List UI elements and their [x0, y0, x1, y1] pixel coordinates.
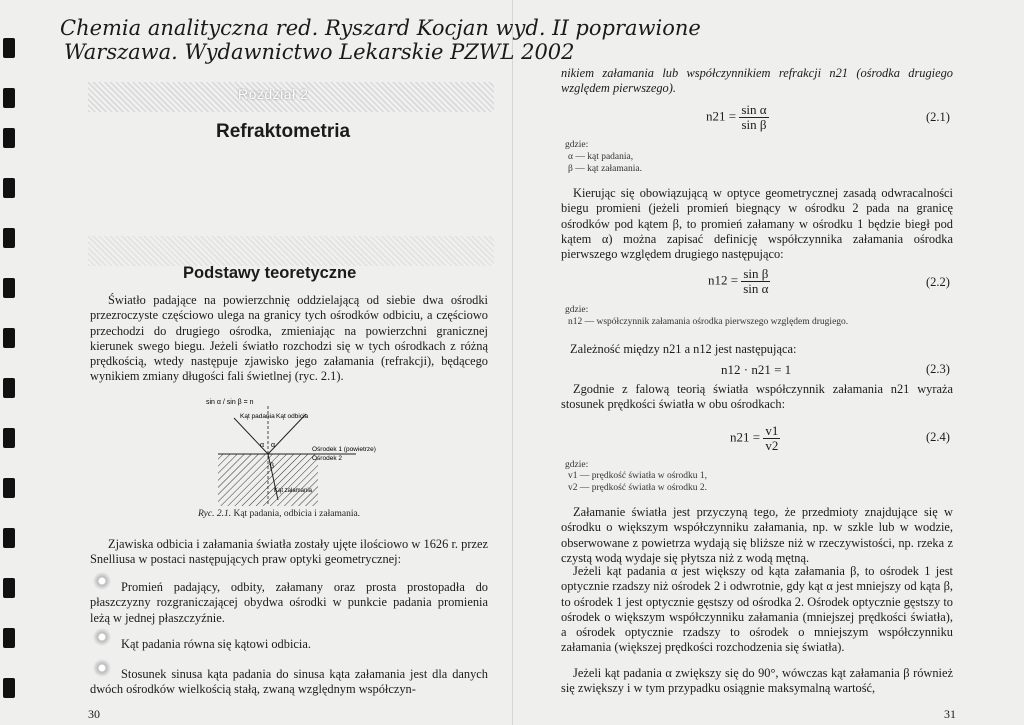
eq4-denominator: v2	[765, 438, 779, 453]
where-3-head: gdzie:	[565, 460, 589, 470]
figure-caption-number: Ryc. 2.1.	[198, 509, 232, 519]
page-fold	[512, 0, 513, 725]
binder-holes	[3, 0, 17, 725]
eq4-number: (2.4)	[926, 430, 950, 444]
reversibility-paragraph: Kierując się obowiązującą w optyce geometrycznej zasadą odwracalności biegu promieni (jeżeli promień biegnący w ośrodku 2 pada na granicę ośrodków pod kątem β, to promień załamany w ośrodku 1 będzie biegł pod kątem α) można zapisać definicję współczynnika załamania ośrodka pierwszego względem drugiego następująco:	[561, 186, 953, 262]
label-incidence: Kąt padania	[240, 413, 275, 420]
refraction-figure	[196, 396, 396, 508]
law-1: Promień padający, odbity, załamany oraz prosta prostopadła do płaszczyzny rozgraniczającej obydwa ośrodki w punkcie padania promienia leżą w jednej płaszczyźnie.	[90, 580, 488, 625]
section-heading: Podstawy teoretyczne	[183, 264, 357, 282]
where-2-head: gdzie:	[565, 305, 589, 315]
critical-angle-paragraph: Jeżeli kąt padania α zwiększy się do 90°, wówczas kąt załamania β również się zwiększy i w tym przypadku osiągnie maksymalną wartość,	[561, 666, 953, 696]
page-number-right: 31	[944, 707, 956, 721]
label-reflection: Kąt odbicia	[276, 413, 309, 420]
label-refraction: Kąt załamania	[274, 488, 313, 494]
eq2-numerator: sin β	[743, 266, 769, 281]
law-3: Stosunek sinusa kąta padania do sinusa kąta załamania jest dla danych dwóch ośrodków wielkością stałą, zwaną względnym współczyn-	[90, 667, 488, 697]
eq2-lhs: n12 =	[708, 272, 739, 288]
equation-2-2	[708, 267, 770, 296]
eq3-text: n12 · n21 = 1	[721, 362, 792, 377]
relation-text: Zależność między n21 a n12 jest następująca:	[570, 342, 797, 356]
equation-2-1	[706, 103, 769, 132]
eq4-numerator: v1	[765, 423, 779, 438]
eq3-number: (2.3)	[926, 362, 950, 376]
figure-caption-text: Kąt padania, odbicia i załamania.	[233, 509, 361, 519]
where-1-beta: β — kąt załamania.	[568, 164, 642, 174]
section-band	[88, 236, 494, 266]
eq1-numerator: sin α	[741, 102, 767, 117]
optical-density-paragraph: Jeżeli kąt padania α jest większy od kąta załamania β, to ośrodek 1 jest optycznie rzadszy niż ośrodek 2 i odwrotnie, gdy kąt α jest mniejszy od kąta β, to ośrodek 1 jest optycznie gęstszy od ośrodka 2. Ośrodek optycznie gęstszy to ośrodek o większym współczynniku załamania (mniejszej prędkości światła), a ośrodek optycznie rzadszy to ośrodek o mniejszym współczynniku załamania (większej prędkości rozchodzenia się światła).	[561, 564, 953, 655]
label-medium2: Ośrodek 2	[312, 455, 342, 462]
page-title: Refraktometria	[216, 121, 351, 142]
handwritten-line-2: Warszawa. Wydawnictwo Lekarskie PZWL 2002	[64, 40, 575, 64]
beta-refraction: β	[270, 463, 275, 470]
alpha-incidence: α	[260, 442, 265, 449]
figure-caption	[198, 508, 360, 520]
eq1-denominator: sin β	[741, 117, 767, 132]
label-medium1: Ośrodek 1 (powietrze)	[312, 446, 376, 453]
where-3-v2: v2 — prędkość światła w ośrodku 2.	[568, 483, 708, 493]
continued-text: nikiem załamania lub współczynnikiem refrakcji n21 (ośrodka drugiego względem pierwszego).	[561, 66, 953, 96]
law-2: Kąt padania równa się kątowi odbicia.	[121, 637, 311, 651]
eq1-number: (2.1)	[926, 110, 950, 124]
figure-formula: sin α / sin β = n	[206, 399, 254, 406]
apparent-depth-paragraph: Załamanie światła jest przyczyną tego, że przedmioty znajdujące się w ośrodku o większym współczynniku załamania, np. w szkle lub w wodzie, obserwowane z powietrza wydają się bliższe niż w rzeczywistości, np. rzeka z czystą wodą wydaje się płytsza niż z wodą mętną.	[561, 505, 953, 565]
intro-paragraph: Światło padające na powierzchnię oddzielającą od siebie dwa ośrodki przezroczyste częściowo ulega na granicy tych ośrodków odbiciu, a częściowo przechodzi do drugiego ośrodka, zmieniając na powierzchni granicznej kierunek swego biegu. Jeżeli światło rozchodzi się w tych ośrodkach z różną prędkością, wtedy następuje zjawisko jego załamania (refrakcji), będącego wynikiem zmiany długości fali świetlnej (ryc. 2.1).	[90, 293, 488, 384]
page-number-left: 30	[88, 707, 100, 721]
snellius-paragraph: Zjawiska odbicia i załamania światła zostały ujęte ilościowo w 1626 r. przez Snelliusa w postaci następujących praw optyki geometrycznej:	[90, 537, 488, 567]
chapter-label: Rozdział 2	[238, 86, 309, 102]
equation-2-4	[730, 424, 780, 453]
where-1-head: gdzie:	[565, 140, 589, 150]
eq2-number: (2.2)	[926, 275, 950, 289]
handwritten-line-1: Chemia analityczna red. Ryszard Kocjan wyd. II poprawione	[60, 16, 701, 40]
eq4-lhs: n21 =	[730, 429, 761, 445]
eq1-lhs: n21 =	[706, 108, 737, 124]
where-2-n12: n12 — współczynnik załamania ośrodka pierwszego względem drugiego.	[568, 317, 849, 327]
wave-theory-paragraph: Zgodnie z falową teorią światła współczynnik załamania n21 wyraża stosunek prędkości światła w obu ośrodkach:	[561, 382, 953, 412]
where-1-alpha: α — kąt padania,	[568, 152, 634, 162]
where-3-v1: v1 — prędkość światła w ośrodku 1,	[568, 471, 708, 481]
eq2-denominator: sin α	[743, 281, 769, 296]
alpha-reflection: α	[271, 442, 276, 449]
